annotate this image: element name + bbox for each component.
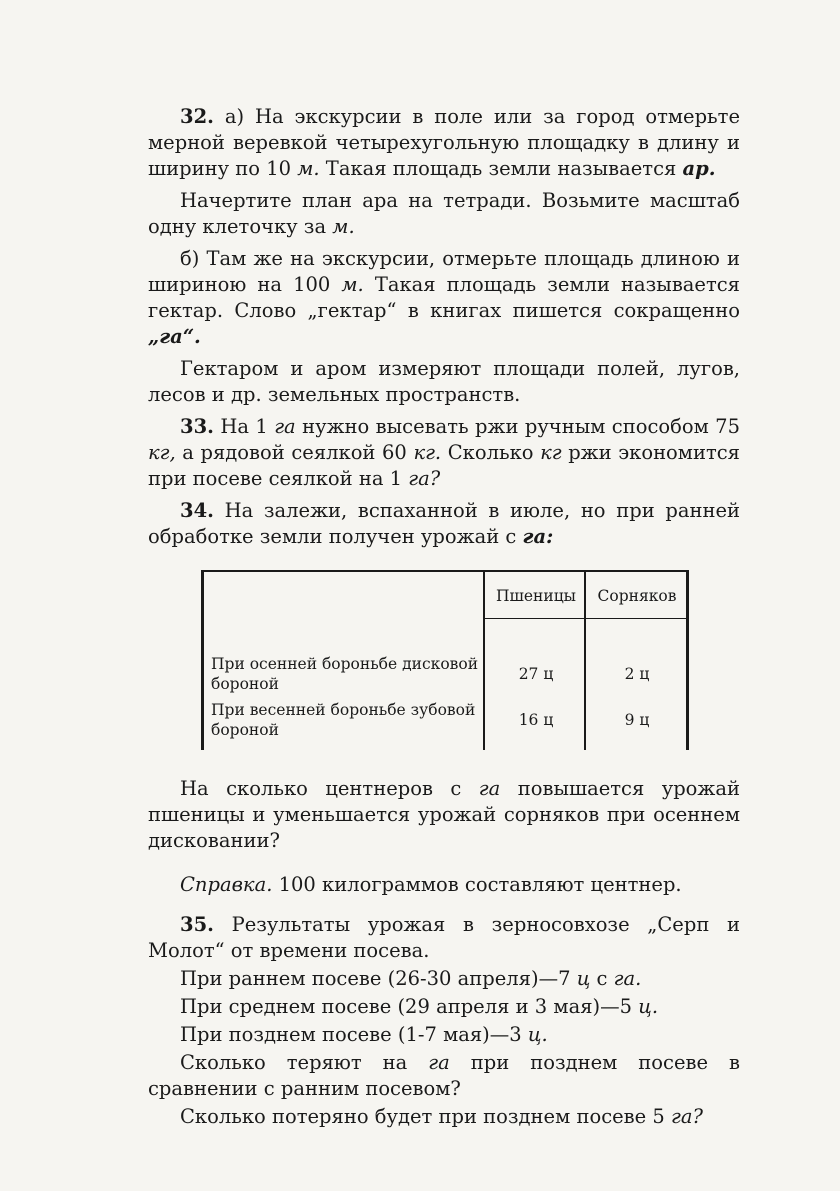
reference-note: Справка. 100 килограммов составляют центнер. — [180, 873, 682, 896]
problem-34: 34. На залежи, вспаханной в июле, но при ранней обработке земли получен урожай с га: — [148, 499, 740, 548]
problem-32-usage: Гектаром и аром измеряют площади полей, лугов, лесов и др. земельных пространств. — [148, 357, 740, 406]
table-header-rule — [483, 618, 689, 619]
yield-table — [201, 570, 689, 750]
problem-number: 32. — [180, 105, 214, 128]
table-border-left — [201, 570, 204, 750]
table-cell-wheat: 16 ц — [518, 711, 554, 729]
table-cell-wheat: 27 ц — [518, 665, 554, 683]
sowing-middle: При среднем посеве (29 апреля и 3 мая)—5 ц. — [180, 995, 659, 1018]
problem-32-a: 32. а) На экскурсии в поле или за город отмерьте мерной веревкой четырехугольную площадку в длину и ширину по 10 м. Такая площадь земли называется ар. — [148, 105, 740, 180]
problem-35: 35. Результаты урожая в зерносовхозе „Серп и Молот“ от времени посева. — [148, 913, 740, 962]
problem-33: 33. На 1 га нужно высевать ржи ручным способом 75 кг, а рядовой сеялкой 60 кг. Сколько кг ржи экономится при посеве сеялкой на 1 га? — [148, 415, 740, 490]
problem-32-b: б) Там же на экскурсии, отмерьте площадь длиною и шириною на 100 м. Такая площадь земли называется гектар. Слово „гектар“ в книгах пишется сокращенно „га“. — [148, 247, 740, 348]
table-row-label: При весенней бороньбе зубовой бороной — [211, 701, 476, 739]
problem-number: 35. — [180, 913, 214, 936]
table-cell-weeds: 2 ц — [624, 665, 650, 683]
problem-number: 33. — [180, 415, 214, 438]
table-cell-weeds: 9 ц — [624, 711, 650, 729]
table-border-top — [201, 570, 689, 572]
table-header-wheat: Пшеницы — [495, 587, 577, 605]
question-loss-per-ha: Сколько теряют на га при позднем посеве в сравнении с ранним посевом? — [148, 1051, 740, 1100]
table-row-label: При осенней бороньбе дисковой бороной — [211, 655, 479, 693]
problem-number: 34. — [180, 499, 214, 522]
question-loss-5ha: Сколько потеряно будет при позднем посеве 5 га? — [180, 1105, 703, 1128]
sowing-late: При позднем посеве (1-7 мая)—3 ц. — [180, 1023, 548, 1046]
problem-32-plan: Начертите план ара на тетради. Возьмите масштаб одну клеточку за м. — [148, 189, 740, 238]
table-question: На сколько центнеров с га повышается урожай пшеницы и уменьшается урожай сорняков при осеннем дисковании? — [148, 777, 740, 852]
table-header-weeds: Сорняков — [597, 587, 677, 605]
sowing-early: При раннем посеве (26-30 апреля)—7 ц с га. — [180, 967, 642, 990]
table-divider-1 — [483, 570, 485, 750]
textbook-page — [148, 104, 740, 1130]
